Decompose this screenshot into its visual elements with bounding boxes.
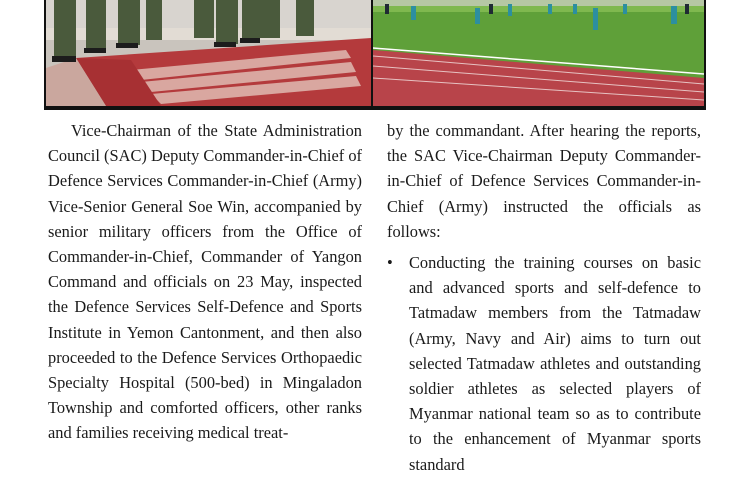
left-text-column [48, 118, 362, 446]
article-paragraph-continued: by the commandant. After hearing the reports, the SAC Vice-Chairman Deputy Commander-in-Chief of Defence Services Commander-in-Chief (Army) instructed the officials as follows: [387, 121, 701, 241]
football-field-image [373, 0, 704, 106]
instructions-list [387, 250, 701, 477]
photo-banner [44, 0, 706, 110]
list-item [387, 250, 701, 477]
list-item-text: Conducting the training courses on basic and advanced sports and self-defence to Tatmadaw members from the Tatmadaw (Army, Navy and Air) aims to turn out selected Tatmadaw athletes and outstanding soldier athletes as selected players of Myanmar national team so as to contribute to the enhancement of Myanmar sports standard [409, 253, 701, 474]
right-text-column [387, 118, 701, 477]
officers-on-steps-image [46, 0, 371, 106]
bullet-icon: • [387, 253, 393, 273]
photo-football-field [373, 0, 704, 106]
photo-officers-steps [46, 0, 371, 106]
article-paragraph: Vice-Chairman of the State Administration Council (SAC) Deputy Commander-in-Chief of Defence Services Commander-in-Chief (Army) Vice-Senior General Soe Win, accompanied by senior military officers from the Office of Commander-in-Chief, Commander of Yangon Command and officials on 23 May, inspected the Defence Services Self-Defence and Sports Institute in Yemon Cantonment, and then also proceeded to the Defence Services Orthopaedic Specialty Hospital (500-bed) in Mingaladon Township and comforted officers, other ranks and families receiving medical treat- [48, 121, 362, 443]
